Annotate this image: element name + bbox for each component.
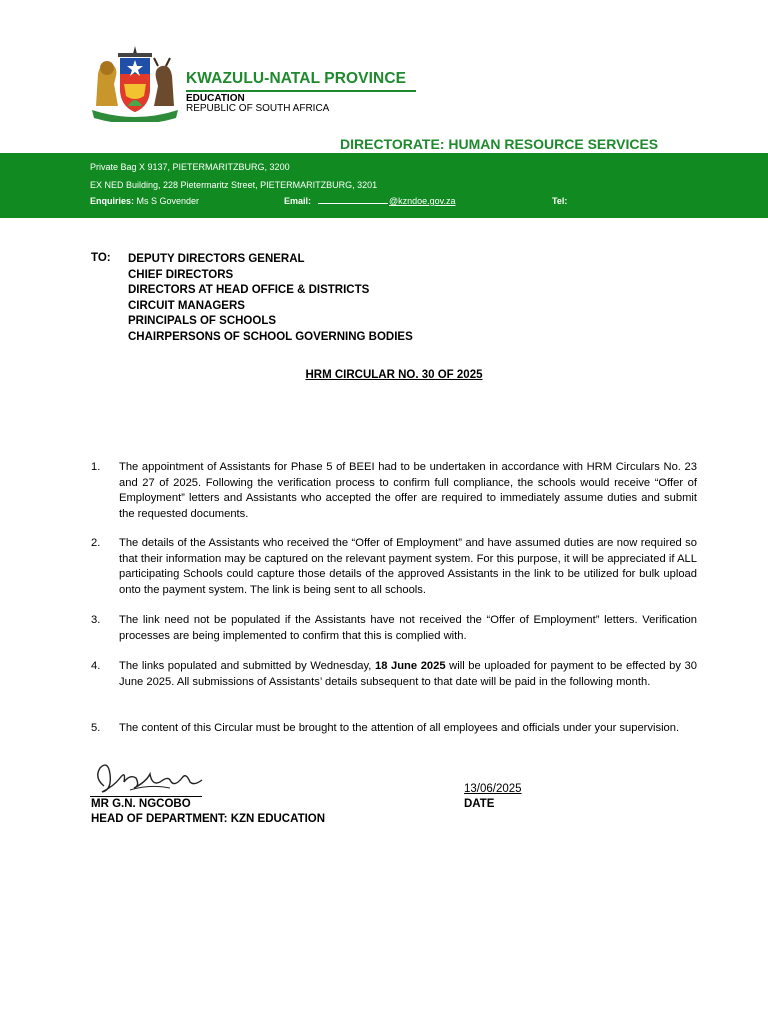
paragraph-number: 5. [91, 722, 101, 734]
kzn-coat-of-arms-icon [88, 44, 182, 122]
paragraph-4 [91, 659, 697, 690]
paragraph-text [119, 659, 697, 690]
signer-name: MR G.N. NGCOBO [91, 798, 191, 810]
paragraph-text-part: will be uploaded for payment to be effected by 30 June 2025. All submissions of Assistants’ details subsequent to that date will be paid in the following month. [119, 660, 697, 688]
paragraph-number: 2. [91, 537, 101, 549]
recipient-item: CHAIRPERSONS OF SCHOOL GOVERNING BODIES [128, 330, 413, 343]
signature-line [90, 796, 202, 797]
paragraph-5 [91, 721, 697, 737]
email-value[interactable] [318, 196, 456, 206]
recipient-item: PRINCIPALS OF SCHOOLS [128, 315, 277, 327]
paragraph-text: The link need not be populated if the Assistants have not received the “Offer of Employment” letters. Verification processes are being implemented to confirm that this is complied with. [119, 614, 697, 642]
province-name: KWAZULU-NATAL PROVINCE [186, 70, 407, 87]
circular-title-text: HRM CIRCULAR NO. 30 OF 2025 [305, 369, 483, 381]
deadline-date: 18 June 2025 [374, 660, 446, 672]
directorate-title: DIRECTORATE: HUMAN RESOURCE SERVICES [340, 136, 659, 152]
paragraph-2 [91, 536, 697, 598]
enquiries [90, 196, 199, 206]
tel-label: Tel: [552, 196, 568, 206]
email-domain: @kzndoe.gov.za [389, 196, 456, 206]
recipient-item: CHIEF DIRECTORS [128, 268, 234, 281]
email-blank-line [318, 203, 388, 204]
address-line-1: Private Bag X 9137, PIETERMARITZBURG, 3200 [90, 162, 290, 172]
signature-date: 13/06/2025 [464, 783, 522, 795]
enquiries-label: Enquiries: [90, 196, 135, 206]
paragraph-number: 1. [91, 461, 101, 473]
paragraph-text: The appointment of Assistants for Phase 5 of BEEI had to be undertaken in accordance with HRM Circulars No. 23 and 27 of 2025. Following the verification process to confirm full compliance, the schools would receive “Offer of Employment” letters and Assistants who accepted the offer are required to immediately assume duties and submit the requested documents. [119, 461, 697, 520]
paragraph-text-part: The links populated and submitted by Wednesday, [119, 660, 375, 672]
recipient-item: DEPUTY DIRECTORS GENERAL [128, 253, 305, 265]
date-label: DATE [464, 798, 495, 810]
paragraph-3 [91, 613, 697, 644]
paragraph-1 [91, 460, 697, 522]
recipient-list [128, 252, 413, 345]
paragraph-text: The content of this Circular must be brought to the attention of all employees and officials under your supervision. [119, 722, 680, 734]
signer-title: HEAD OF DEPARTMENT: KZN EDUCATION [91, 813, 326, 825]
enquiries-name: Ms S Govender [136, 196, 200, 206]
email-label: Email: [284, 196, 312, 206]
to-label: TO: [91, 252, 111, 264]
paragraph-number: 4. [91, 660, 101, 672]
province-divider [186, 90, 416, 92]
paragraph-number: 3. [91, 614, 101, 626]
recipient-item: DIRECTORS AT HEAD OFFICE & DISTRICTS [128, 284, 370, 296]
paragraph-text: The details of the Assistants who received the “Offer of Employment” and have assumed duties are now required so that their information may be captured on the relevant payment system. For this purpose, it will be appreciated if ALL participating Schools could capture those details of the approved Assistants in the link to be utilized for bulk upload onto the payment system. The link is being sent to all schools. [119, 537, 697, 596]
country-name: REPUBLIC OF SOUTH AFRICA [186, 103, 330, 114]
department-name: EDUCATION [186, 93, 245, 104]
circular-title [0, 369, 768, 381]
address-line-2: EX NED Building, 228 Pietermaritz Street, PIETERMARITZBURG, 3201 [90, 180, 378, 190]
recipient-item: CIRCUIT MANAGERS [128, 299, 245, 312]
